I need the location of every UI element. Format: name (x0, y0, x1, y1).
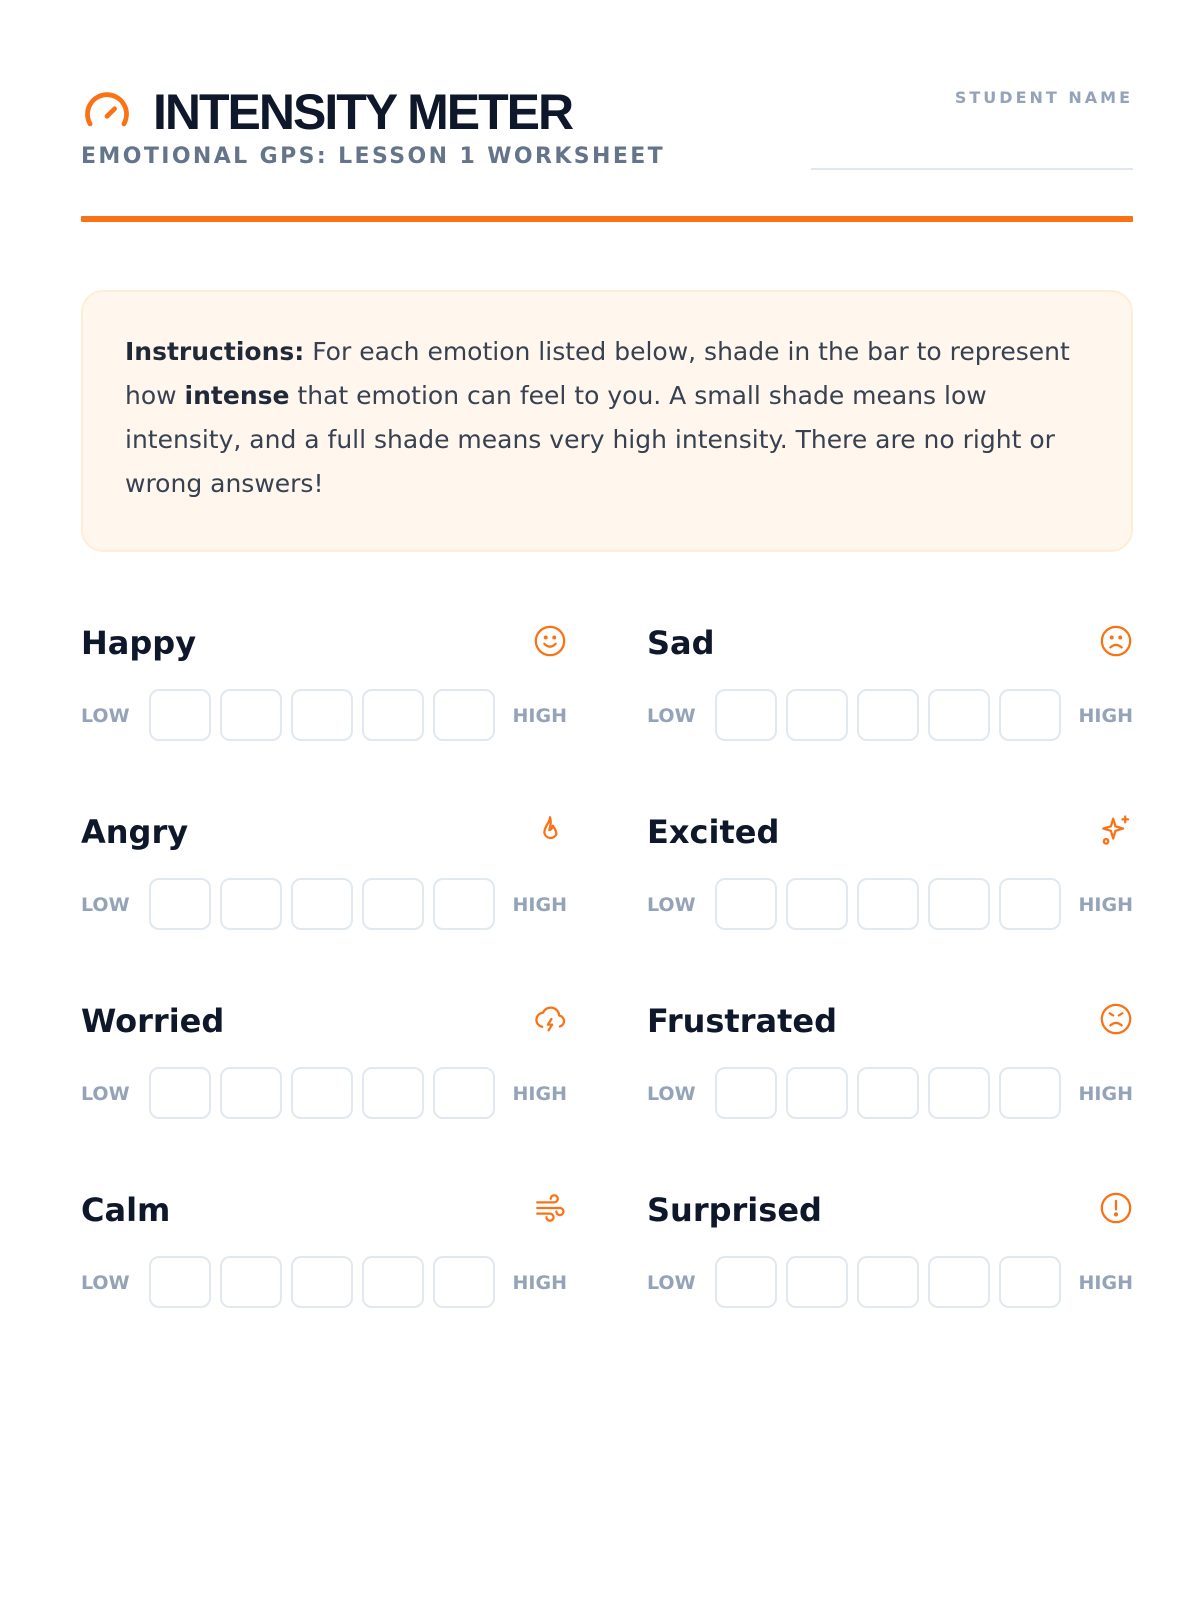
scale-high-label: HIGH (512, 705, 567, 727)
emotion-item-surprised (647, 1187, 1133, 1307)
intensity-scale (647, 1067, 1133, 1121)
emotion-header (647, 1187, 1133, 1237)
intensity-box-3[interactable] (291, 689, 353, 741)
scale-high-label: HIGH (1078, 705, 1133, 727)
scale-low-label: LOW (647, 705, 696, 727)
emotion-name: Sad (647, 624, 715, 662)
intensity-box-2[interactable] (220, 1067, 282, 1119)
intensity-scale (647, 878, 1133, 932)
intensity-box-5[interactable] (999, 1256, 1061, 1308)
intensity-boxes (149, 1067, 497, 1121)
wind-icon (533, 1191, 567, 1225)
scale-high-label: HIGH (512, 1272, 567, 1294)
emotion-name: Surprised (647, 1191, 822, 1229)
smile-icon (533, 624, 567, 658)
emotion-item-angry (81, 809, 567, 929)
intensity-box-1[interactable] (149, 1067, 211, 1119)
student-name-label: STUDENT NAME (954, 88, 1133, 107)
intensity-box-2[interactable] (786, 1256, 848, 1308)
emotion-name: Angry (81, 813, 189, 851)
scale-low-label: LOW (81, 1272, 130, 1294)
scale-high-label: HIGH (1078, 894, 1133, 916)
emotion-item-excited (647, 809, 1133, 929)
intensity-scale (647, 1256, 1133, 1310)
intensity-box-3[interactable] (857, 689, 919, 741)
intensity-box-2[interactable] (786, 1067, 848, 1119)
scale-high-label: HIGH (512, 1083, 567, 1105)
intensity-box-1[interactable] (149, 1256, 211, 1308)
scale-low-label: LOW (81, 894, 130, 916)
intensity-boxes (715, 689, 1063, 743)
intensity-box-2[interactable] (220, 1256, 282, 1308)
sparkles-icon (1099, 813, 1133, 847)
intensity-boxes (149, 689, 497, 743)
intensity-box-3[interactable] (857, 1067, 919, 1119)
intensity-box-5[interactable] (433, 1067, 495, 1119)
intensity-boxes (149, 878, 497, 932)
intensity-box-4[interactable] (928, 878, 990, 930)
instructions-label: Instructions: (125, 337, 305, 366)
worksheet-header (81, 82, 1133, 192)
gauge-icon (81, 85, 135, 139)
intensity-box-5[interactable] (999, 689, 1061, 741)
intensity-box-3[interactable] (291, 1067, 353, 1119)
intensity-scale (81, 1256, 567, 1310)
intensity-box-4[interactable] (928, 1256, 990, 1308)
intensity-box-2[interactable] (220, 878, 282, 930)
emotion-header (647, 620, 1133, 670)
intensity-box-4[interactable] (928, 689, 990, 741)
intensity-box-1[interactable] (715, 1256, 777, 1308)
emotion-item-happy (81, 620, 567, 740)
emotion-header (81, 809, 567, 859)
intensity-box-5[interactable] (433, 878, 495, 930)
scale-low-label: LOW (81, 1083, 130, 1105)
intensity-box-5[interactable] (999, 1067, 1061, 1119)
intensity-boxes (149, 1256, 497, 1310)
intensity-box-3[interactable] (291, 1256, 353, 1308)
emotion-item-frustrated (647, 998, 1133, 1118)
intensity-box-5[interactable] (433, 689, 495, 741)
intensity-box-2[interactable] (786, 878, 848, 930)
instructions-text-1: For each emotion listed below, shade in the bar to represent how (125, 337, 1070, 410)
emotion-name: Excited (647, 813, 780, 851)
student-name-field[interactable] (811, 82, 1133, 172)
intensity-box-3[interactable] (291, 878, 353, 930)
intensity-box-3[interactable] (857, 878, 919, 930)
instructions-box (81, 290, 1133, 552)
page-title: INTENSITY METER (153, 84, 573, 140)
emotion-item-worried (81, 998, 567, 1118)
emotion-item-sad (647, 620, 1133, 740)
intensity-box-3[interactable] (857, 1256, 919, 1308)
scale-high-label: HIGH (1078, 1083, 1133, 1105)
scale-low-label: LOW (647, 894, 696, 916)
intensity-box-2[interactable] (220, 689, 282, 741)
scale-low-label: LOW (647, 1083, 696, 1105)
intensity-box-1[interactable] (715, 878, 777, 930)
intensity-scale (81, 878, 567, 932)
intensity-box-4[interactable] (362, 1256, 424, 1308)
intensity-box-4[interactable] (362, 1067, 424, 1119)
instructions-emphasis: intense (184, 381, 290, 410)
scale-high-label: HIGH (512, 894, 567, 916)
emotion-header (81, 1187, 567, 1237)
emotion-name: Happy (81, 624, 197, 662)
angry-face-icon (1099, 1002, 1133, 1036)
flame-icon (533, 813, 567, 847)
intensity-scale (647, 689, 1133, 743)
intensity-boxes (715, 878, 1063, 932)
emotion-name: Frustrated (647, 1002, 837, 1040)
emotion-name: Calm (81, 1191, 171, 1229)
emotion-header (647, 998, 1133, 1048)
intensity-box-1[interactable] (149, 689, 211, 741)
student-name-line[interactable] (811, 168, 1133, 170)
intensity-box-5[interactable] (999, 878, 1061, 930)
title-row (81, 82, 572, 142)
scale-high-label: HIGH (1078, 1272, 1133, 1294)
page-subtitle: EMOTIONAL GPS: LESSON 1 WORKSHEET (81, 144, 666, 169)
intensity-box-1[interactable] (715, 1067, 777, 1119)
intensity-scale (81, 1067, 567, 1121)
storm-cloud-icon (533, 1002, 567, 1036)
header-divider (81, 216, 1133, 222)
intensity-box-4[interactable] (362, 878, 424, 930)
emotion-header (81, 620, 567, 670)
scale-low-label: LOW (81, 705, 130, 727)
intensity-boxes (715, 1067, 1063, 1121)
intensity-box-1[interactable] (715, 689, 777, 741)
emotion-header (647, 809, 1133, 859)
intensity-boxes (715, 1256, 1063, 1310)
intensity-box-1[interactable] (149, 878, 211, 930)
emotion-header (81, 998, 567, 1048)
frown-icon (1099, 624, 1133, 658)
intensity-box-5[interactable] (433, 1256, 495, 1308)
emotion-item-calm (81, 1187, 567, 1307)
intensity-box-4[interactable] (362, 689, 424, 741)
intensity-box-2[interactable] (786, 689, 848, 741)
emotion-name: Worried (81, 1002, 225, 1040)
intensity-scale (81, 689, 567, 743)
instructions-text-2: that emotion can feel to you. A small shade means low intensity, and a full shade means very high intensity. There are no right or wrong answers! (125, 381, 1055, 498)
intensity-box-4[interactable] (928, 1067, 990, 1119)
scale-low-label: LOW (647, 1272, 696, 1294)
alert-circle-icon (1099, 1191, 1133, 1225)
